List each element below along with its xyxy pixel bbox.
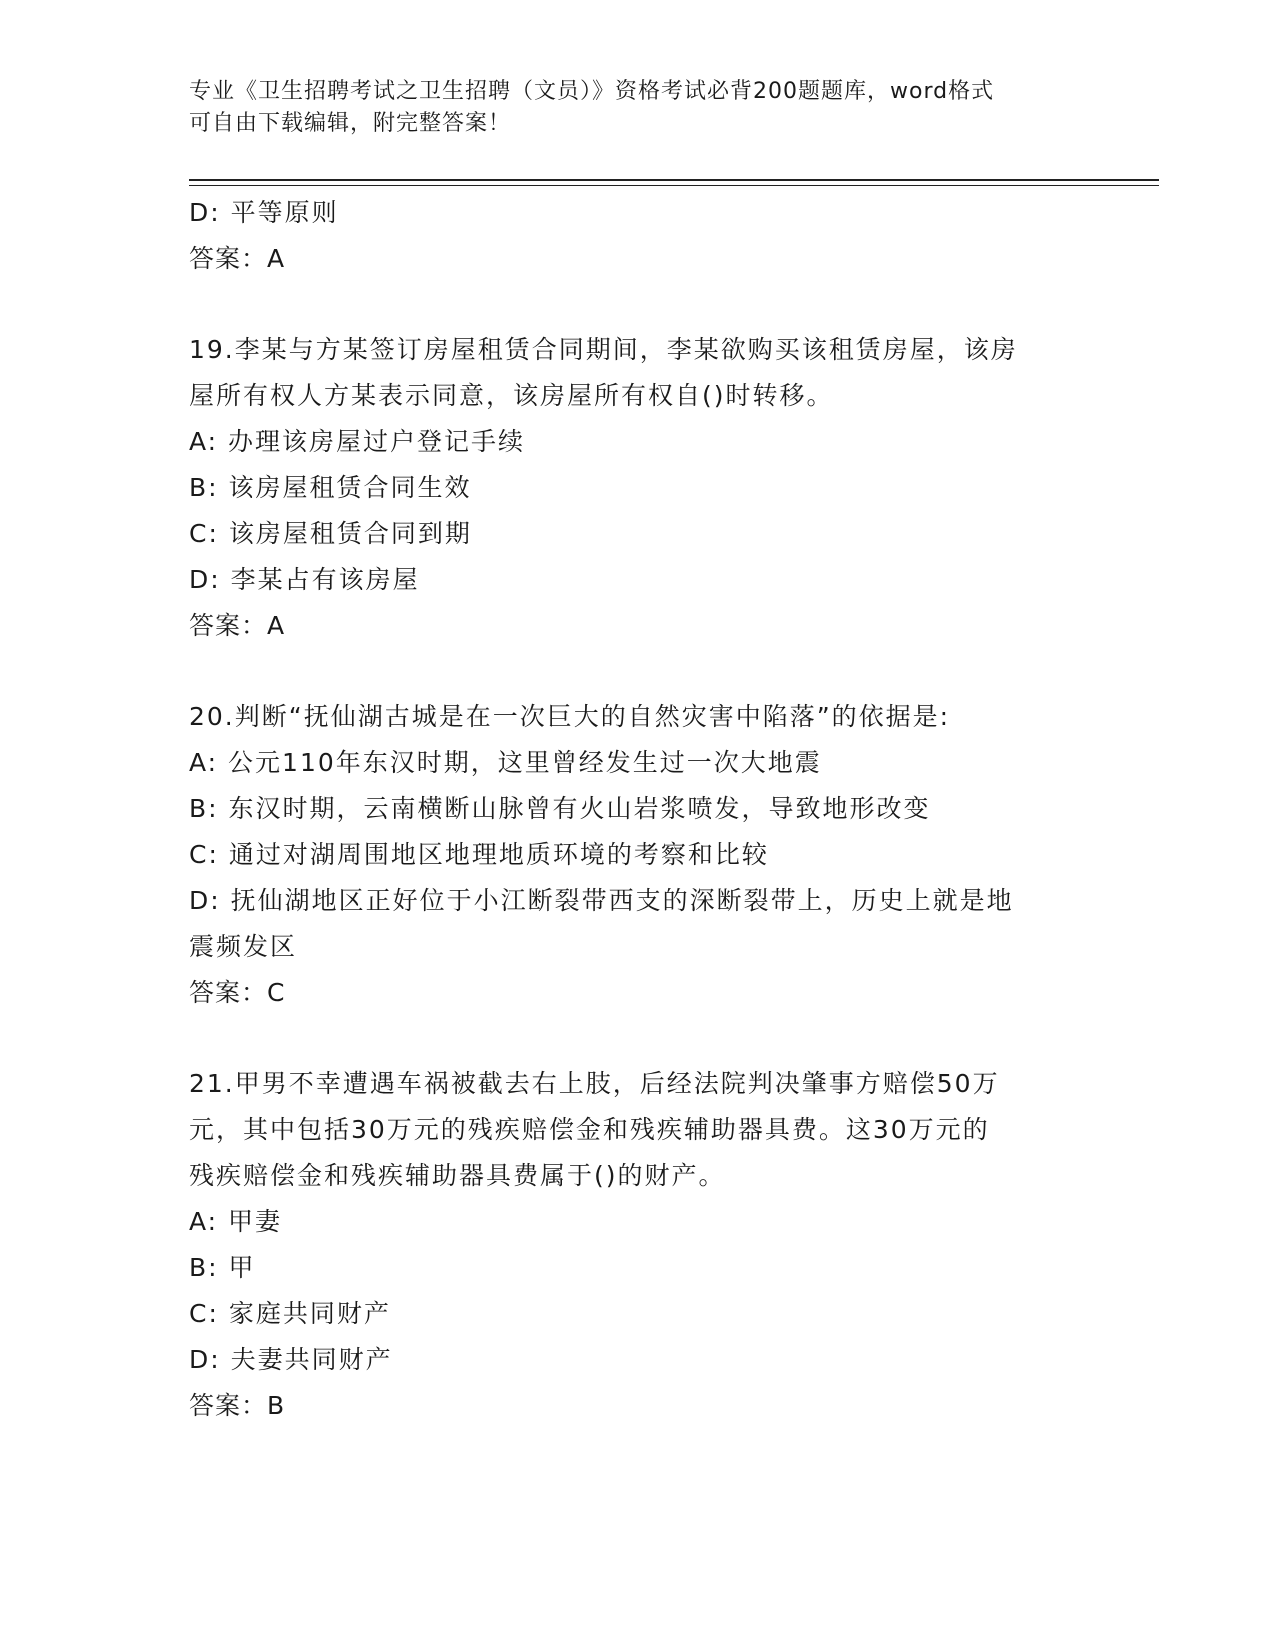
option-a: A: 公元110年东汉时期，这里曾经发生过一次大地震 (189, 748, 822, 777)
answer-line: 答案：A (189, 244, 286, 273)
answer-line: 答案：A (189, 611, 286, 640)
answer-line: 答案：C (189, 978, 286, 1007)
option-c: C: 通过对湖周围地区地理地质环境的考察和比较 (189, 840, 769, 869)
option-d: D: 平等原则 (189, 198, 339, 227)
question-stem: 21.甲男不幸遭遇车祸被截去右上肢，后经法院判决肇事方赔偿50万 (189, 1069, 1000, 1098)
header-rule-thick (189, 179, 1159, 181)
answer-line: 答案：B (189, 1391, 286, 1420)
option-d: D: 李某占有该房屋 (189, 565, 420, 594)
option-b: B: 甲 (189, 1253, 256, 1282)
question-stem: 屋所有权人方某表示同意，该房屋所有权自()时转移。 (189, 381, 834, 410)
question-19 (189, 327, 1089, 649)
question-content (189, 190, 1089, 1429)
header-rule-thin (189, 185, 1159, 186)
question-21 (189, 1061, 1089, 1429)
option-b: B: 该房屋租赁合同生效 (189, 473, 472, 502)
spacer (189, 649, 1089, 694)
option-d: D: 抚仙湖地区正好位于小江断裂带西支的深断裂带上，历史上就是地 (189, 886, 1014, 915)
question-stem: 19.李某与方某签订房屋租赁合同期间，李某欲购买该租赁房屋，该房 (189, 335, 1018, 364)
option-d-continued: 震频发区 (189, 932, 298, 961)
option-d: D: 夫妻共同财产 (189, 1345, 393, 1374)
question-stem: 20.判断“抚仙湖古城是在一次巨大的自然灾害中陷落”的依据是: (189, 702, 951, 731)
question-20 (189, 694, 1089, 1016)
option-c: C: 家庭共同财产 (189, 1299, 391, 1328)
option-a: A: 办理该房屋过户登记手续 (189, 427, 526, 456)
page-header (189, 76, 1089, 140)
header-title-line-2: 可自由下载编辑，附完整答案！ (189, 111, 512, 136)
spacer (189, 1016, 1089, 1061)
option-c: C: 该房屋租赁合同到期 (189, 519, 472, 548)
question-stem: 残疾赔偿金和残疾辅助器具费属于()的财产。 (189, 1161, 726, 1190)
option-b: B: 东汉时期，云南横断山脉曾有火山岩浆喷发，导致地形改变 (189, 794, 931, 823)
header-title-line-1: 专业《卫生招聘考试之卫生招聘（文员）》资格考试必背200题题库，word格式 (189, 79, 995, 104)
question-stem: 元，其中包括30万元的残疾赔偿金和残疾辅助器具费。这30万元的 (189, 1115, 990, 1144)
spacer (189, 282, 1089, 327)
option-a: A: 甲妻 (189, 1207, 283, 1236)
